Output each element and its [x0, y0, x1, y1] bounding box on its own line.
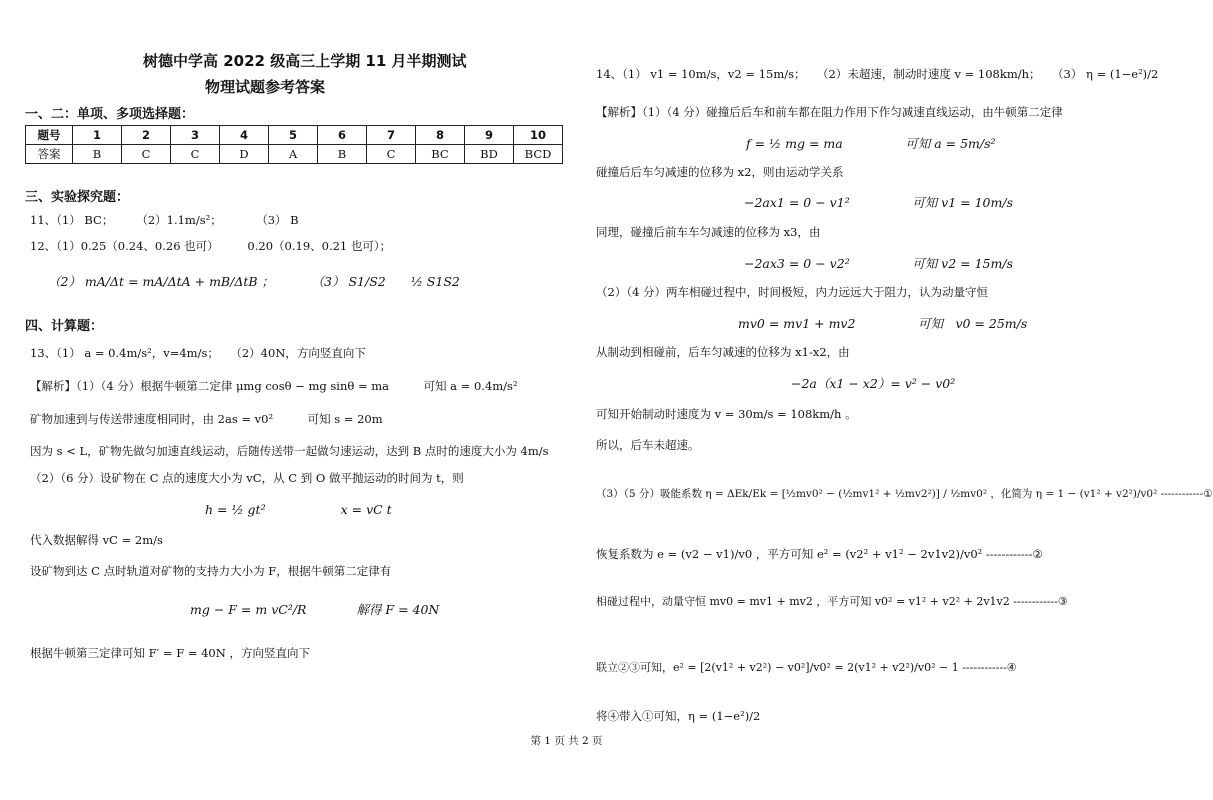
q12-answer-2: （2） mA/Δt = mA/ΔtA + mB/ΔtB ； （3） S1/S2 ½ S1S2 [48, 274, 460, 289]
q14-equation-4: mv0 = mv1 + mv2 可知 v0 = 25m/s [738, 316, 1028, 331]
table-cell: 6 [318, 126, 367, 145]
table-cell: 2 [122, 126, 171, 145]
q14-analysis-4: （2）（4 分）两车相碰过程中，时间极短，内力远远大于阻力，认为动量守恒 [596, 285, 989, 299]
table-cell: B [318, 145, 367, 164]
table-cell: D [220, 145, 269, 164]
q13-equation-1: h = ½ gt² x = vC t [205, 502, 392, 517]
q14-analysis-7: 所以，后车未超速。 [596, 438, 700, 452]
q14-analysis-1: 【解析】（1）（4 分）碰撞后后车和前车都在阻力作用下作匀减速直线运动，由牛顿第二定律 [596, 105, 1063, 119]
table-row-answers [26, 145, 563, 164]
table-cell: A [269, 145, 318, 164]
table-row-numbers [26, 126, 563, 145]
q14-analysis-10: 相碰过程中，动量守恒 mv0 = mv1 + mv2 ，平方可知 v0² = v1² + v2² + 2v1v2 ------------③ [596, 595, 1068, 608]
q14-equation-5: −2a（x1 − x2）= v² − v0² [791, 376, 956, 391]
q14-analysis-12: 将④带入①可知，η = (1−e²)/2 [596, 709, 761, 723]
table-cell: 8 [416, 126, 465, 145]
q13-answer: 13、（1） a = 0.4m/s²，v=4m/s； （2）40N，方向竖直向下 [30, 346, 366, 360]
doc-subtitle: 物理试题参考答案 [205, 78, 326, 96]
q13-analysis-3: 因为 s < L，矿物先做匀加速直线运动，后随传送带一起做匀速运动，达到 B 点时的速度大小为 4m/s [30, 444, 549, 458]
q14-analysis-6: 可知开始制动时速度为 v = 30m/s = 108km/h 。 [596, 407, 857, 421]
q11-answer: 11、（1） BC； （2）1.1m/s²； （3） B [30, 213, 299, 227]
q12-answer-1: 12、（1）0.25（0.24、0.26 也可） 0.20（0.19、0.21 也可）； [30, 239, 392, 253]
section-calc-title: 四、计算题： [25, 319, 104, 334]
q13-analysis-5: 代入数据解得 vC = 2m/s [30, 533, 163, 547]
q13-analysis-4: （2）（6 分）设矿物在 C 点的速度大小为 vC，从 C 到 O 做平抛运动的时间为 t，则 [30, 471, 464, 485]
q14-answer: 14、（1） v1 = 10m/s，v2 = 15m/s； （2）未超速，制动时速度 v = 108km/h； （3） η = (1−e²)/2 [596, 67, 1159, 81]
table-answer-label: 答案 [26, 145, 73, 164]
page-footer: 第 1 页 共 2 页 [530, 735, 603, 747]
doc-title: 树德中学高 2022 级高三上学期 11 月半期测试 [143, 52, 467, 70]
q14-equation-1: f = ½ mg = ma 可知 a = 5m/s² [746, 136, 996, 151]
q13-equation-2: mg − F = m vC²/R 解得 F = 40N [190, 602, 440, 617]
q14-equation-3: −2ax3 = 0 − v2² 可知 v2 = 15m/s [744, 256, 1013, 271]
table-cell: BD [465, 145, 514, 164]
table-cell: C [171, 145, 220, 164]
answer-table [25, 125, 563, 164]
table-cell: C [367, 145, 416, 164]
table-cell: 9 [465, 126, 514, 145]
section-experiment-title: 三、实验探究题： [25, 190, 130, 205]
q14-equation-2: −2ax1 = 0 − v1² 可知 v1 = 10m/s [744, 195, 1013, 210]
table-cell: 7 [367, 126, 416, 145]
q14-analysis-2: 碰撞后后车匀减速的位移为 x2，则由运动学关系 [596, 165, 844, 179]
q14-analysis-9: 恢复系数为 e = (v2 − v1)/v0 ，平方可知 e² = (v2² + v1² − 2v1v2)/v0² ------------② [596, 547, 1043, 561]
q13-analysis-7: 根据牛顿第三定律可知 F′ = F = 40N ，方向竖直向下 [30, 646, 310, 660]
section-choice-title: 一、二：单项、多项选择题： [25, 107, 195, 122]
q13-analysis-2: 矿物加速到与传送带速度相同时，由 2as = v0² 可知 s = 20m [30, 412, 383, 426]
q14-analysis-5: 从制动到相碰前，后车匀减速的位移为 x1-x2，由 [596, 345, 850, 359]
table-cell: B [73, 145, 122, 164]
q14-analysis-11: 联立②③可知，e² = [2(v1² + v2²) − v0²]/v0² = 2(v1² + v2²)/v0² − 1 ------------④ [596, 661, 1017, 674]
table-cell: 5 [269, 126, 318, 145]
table-header-label: 题号 [26, 126, 73, 145]
table-cell: BC [416, 145, 465, 164]
q13-analysis-1: 【解析】（1）（4 分）根据牛顿第二定律 μmg cosθ − mg sinθ = ma 可知 a = 0.4m/s² [30, 379, 518, 393]
table-cell: BCD [514, 145, 563, 164]
q13-analysis-6: 设矿物到达 C 点时轨道对矿物的支持力大小为 F，根据牛顿第二定律有 [30, 564, 392, 578]
table-cell: C [122, 145, 171, 164]
q14-analysis-8: （3）（5 分）吸能系数 η = ΔEk/Ek = [½mv0² − (½mv1² + ½mv2²)] / ½mv0² ，化简为 η = 1 − (v1² + v2²)/v0² ------------① [596, 488, 1213, 500]
table-cell: 4 [220, 126, 269, 145]
table-cell: 3 [171, 126, 220, 145]
table-cell: 1 [73, 126, 122, 145]
table-cell: 10 [514, 126, 563, 145]
q14-analysis-3: 同理，碰撞后前车车匀减速的位移为 x3，由 [596, 225, 821, 239]
